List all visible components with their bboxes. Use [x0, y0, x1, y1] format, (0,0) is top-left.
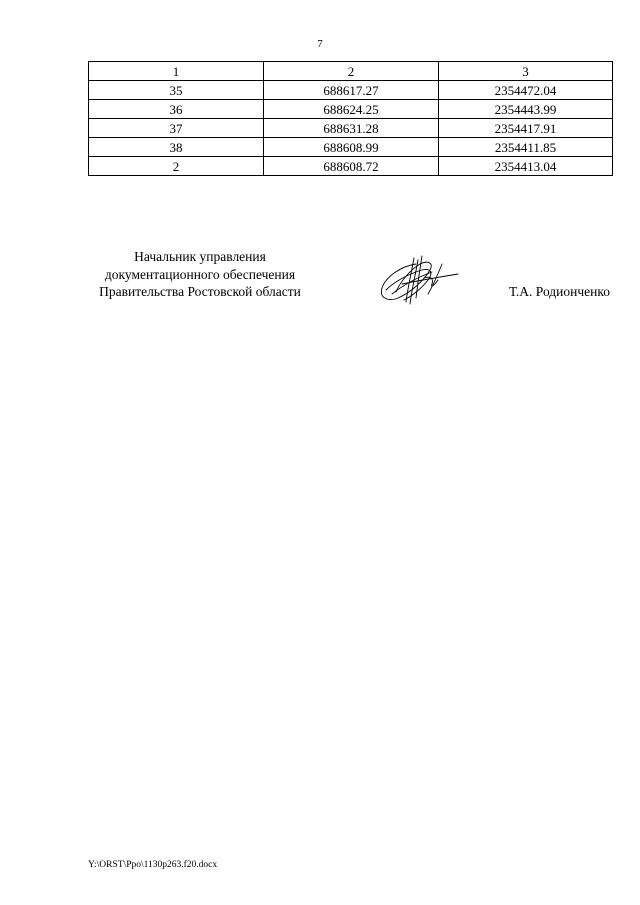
table-row — [89, 138, 613, 157]
signer-position-line: Начальник управления — [134, 249, 266, 264]
signer-position — [80, 248, 320, 301]
table-header-row — [89, 62, 613, 81]
table-cell-y: 2354413.04 — [439, 157, 613, 176]
table-cell-point: 37 — [89, 119, 264, 138]
table-cell-x: 688617.27 — [264, 81, 439, 100]
document-file-path: Y:\ORST\Ppo\1130p263.f20.docx — [88, 860, 218, 870]
table-cell-point: 38 — [89, 138, 264, 157]
table-header-cell: 3 — [439, 62, 613, 81]
signer-name: Т.А. Родионченко — [509, 284, 610, 299]
table-cell-x: 688631.28 — [264, 119, 439, 138]
table-row — [89, 81, 613, 100]
table-cell-y: 2354411.85 — [439, 138, 613, 157]
table-cell-y: 2354472.04 — [439, 81, 613, 100]
table-row — [89, 100, 613, 119]
table-cell-y: 2354417.91 — [439, 119, 613, 138]
table-cell-point: 35 — [89, 81, 264, 100]
table-cell-x: 688608.72 — [264, 157, 439, 176]
handwritten-signature-icon — [372, 248, 462, 312]
table-header-cell: 1 — [89, 62, 264, 81]
table-cell-point: 2 — [89, 157, 264, 176]
table-row — [89, 157, 613, 176]
table-cell-y: 2354443.99 — [439, 100, 613, 119]
coordinates-table — [88, 61, 613, 176]
signer-position-line: документационного обеспечения — [104, 266, 296, 282]
table-cell-x: 688608.99 — [264, 138, 439, 157]
page-number: 7 — [317, 38, 323, 50]
table-row — [89, 119, 613, 138]
table-cell-point: 36 — [89, 100, 264, 119]
table-cell-x: 688624.25 — [264, 100, 439, 119]
table-header-cell: 2 — [264, 62, 439, 81]
signer-position-line: Правительства Ростовской области — [99, 284, 301, 299]
